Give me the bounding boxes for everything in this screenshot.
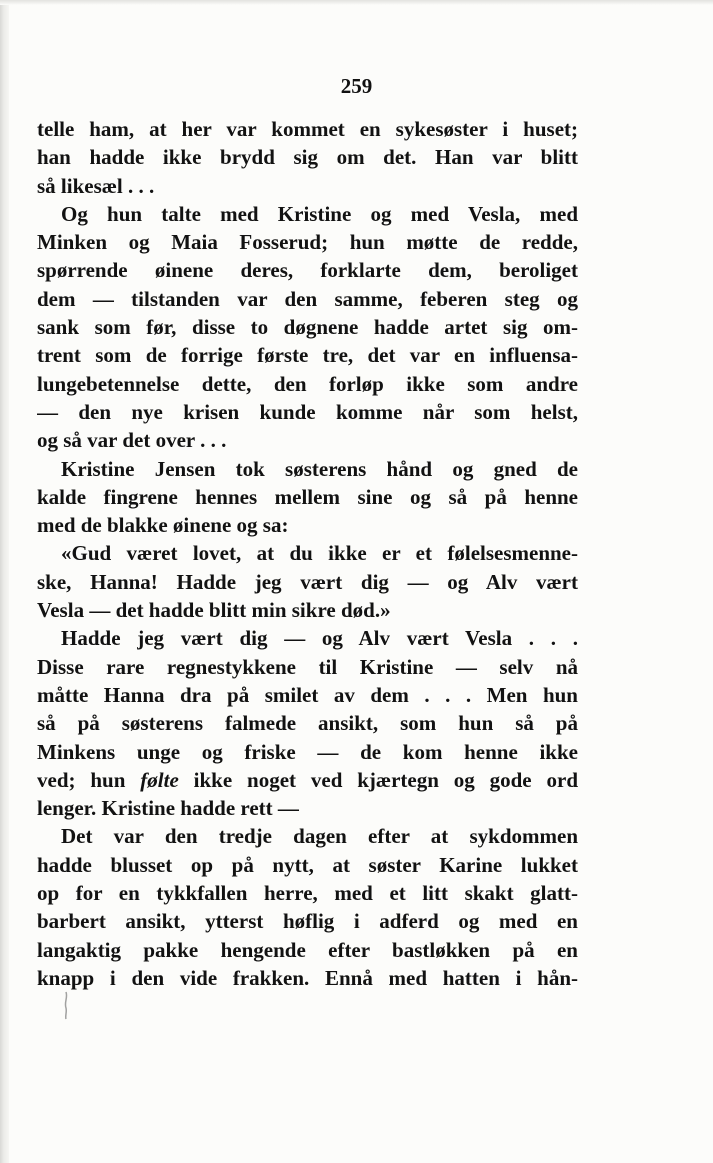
text-line: Kristine Jensen tok søsterens hånd og gned de — [61, 456, 578, 481]
text-line: knapp i den vide frakken. Ennå med hatten i hån- — [37, 965, 578, 990]
text-line: Minken og Maia Fosserud; hun møtte de redde, — [37, 230, 578, 255]
ink-smudge — [60, 990, 72, 1020]
page-left-edge — [0, 0, 9, 1163]
text-line: — den nye krisen kunde komme når som helst, — [37, 399, 578, 424]
text-line: han hadde ikke brydd sig om det. Han var blitt — [37, 145, 578, 170]
text-span: ikke noget ved kjærtegn og gode ord — [178, 767, 578, 792]
text-line: lenger. Kristine hadde rett — — [37, 796, 299, 821]
text-line: Og hun talte med Kristine og med Vesla, med — [61, 201, 578, 226]
page-top-edge — [0, 0, 713, 5]
text-span: ved; hun — [37, 767, 141, 792]
text-line — [37, 766, 578, 794]
text-line: kalde fingrene hennes mellem sine og så på henne — [37, 484, 578, 509]
body-text — [37, 115, 578, 992]
text-line: dem — tilstanden var den samme, feberen steg og — [37, 286, 578, 311]
text-line: langaktig pakke hengende efter bastløkken på en — [37, 937, 578, 962]
text-line: Vesla — det hadde blitt min sikre død.» — [37, 598, 391, 623]
page-number: 259 — [340, 74, 373, 98]
text-line: måtte Hanna dra på smilet av dem . . . Men hun — [37, 682, 578, 707]
text-line: «Gud været lovet, at du ikke er et følelsesmenne- — [61, 541, 578, 566]
text-line: lungebetennelse dette, den forløp ikke som andre — [37, 371, 578, 396]
text-line: så på søsterens falmede ansikt, som hun så på — [37, 711, 578, 736]
text-line: op for en tykkfallen herre, med et litt skakt glatt- — [37, 881, 578, 906]
text-line: hadde blusset op på nytt, at søster Karine lukket — [37, 852, 578, 877]
text-line: og så var det over . . . — [37, 428, 227, 453]
text-line: med de blakke øinene og sa: — [37, 513, 289, 538]
text-line: Hadde jeg vært dig — og Alv vært Vesla . . . — [61, 626, 578, 651]
text-line: så likesæl . . . — [37, 173, 155, 198]
text-line: ske, Hanna! Hadde jeg vært dig — og Alv vært — [37, 569, 578, 594]
text-line: Disse rare regnestykkene til Kristine — selv nå — [37, 654, 578, 679]
text-line: trent som de forrige første tre, det var en influensa- — [37, 343, 578, 368]
text-line: telle ham, at her var kommet en sykesøster i huset; — [37, 117, 578, 141]
text-line: sank som før, disse to døgnene hadde artet sig om- — [37, 315, 578, 340]
text-line: Det var den tredje dagen efter at sykdommen — [61, 824, 578, 849]
text-line: spørrende øinene deres, forklarte dem, beroliget — [37, 258, 578, 283]
text-line: Minkens unge og friske — de kom henne ikke — [37, 739, 578, 764]
text-line: barbert ansikt, ytterst høflig i adferd og med en — [37, 909, 578, 934]
italic-word: følte — [140, 767, 179, 792]
